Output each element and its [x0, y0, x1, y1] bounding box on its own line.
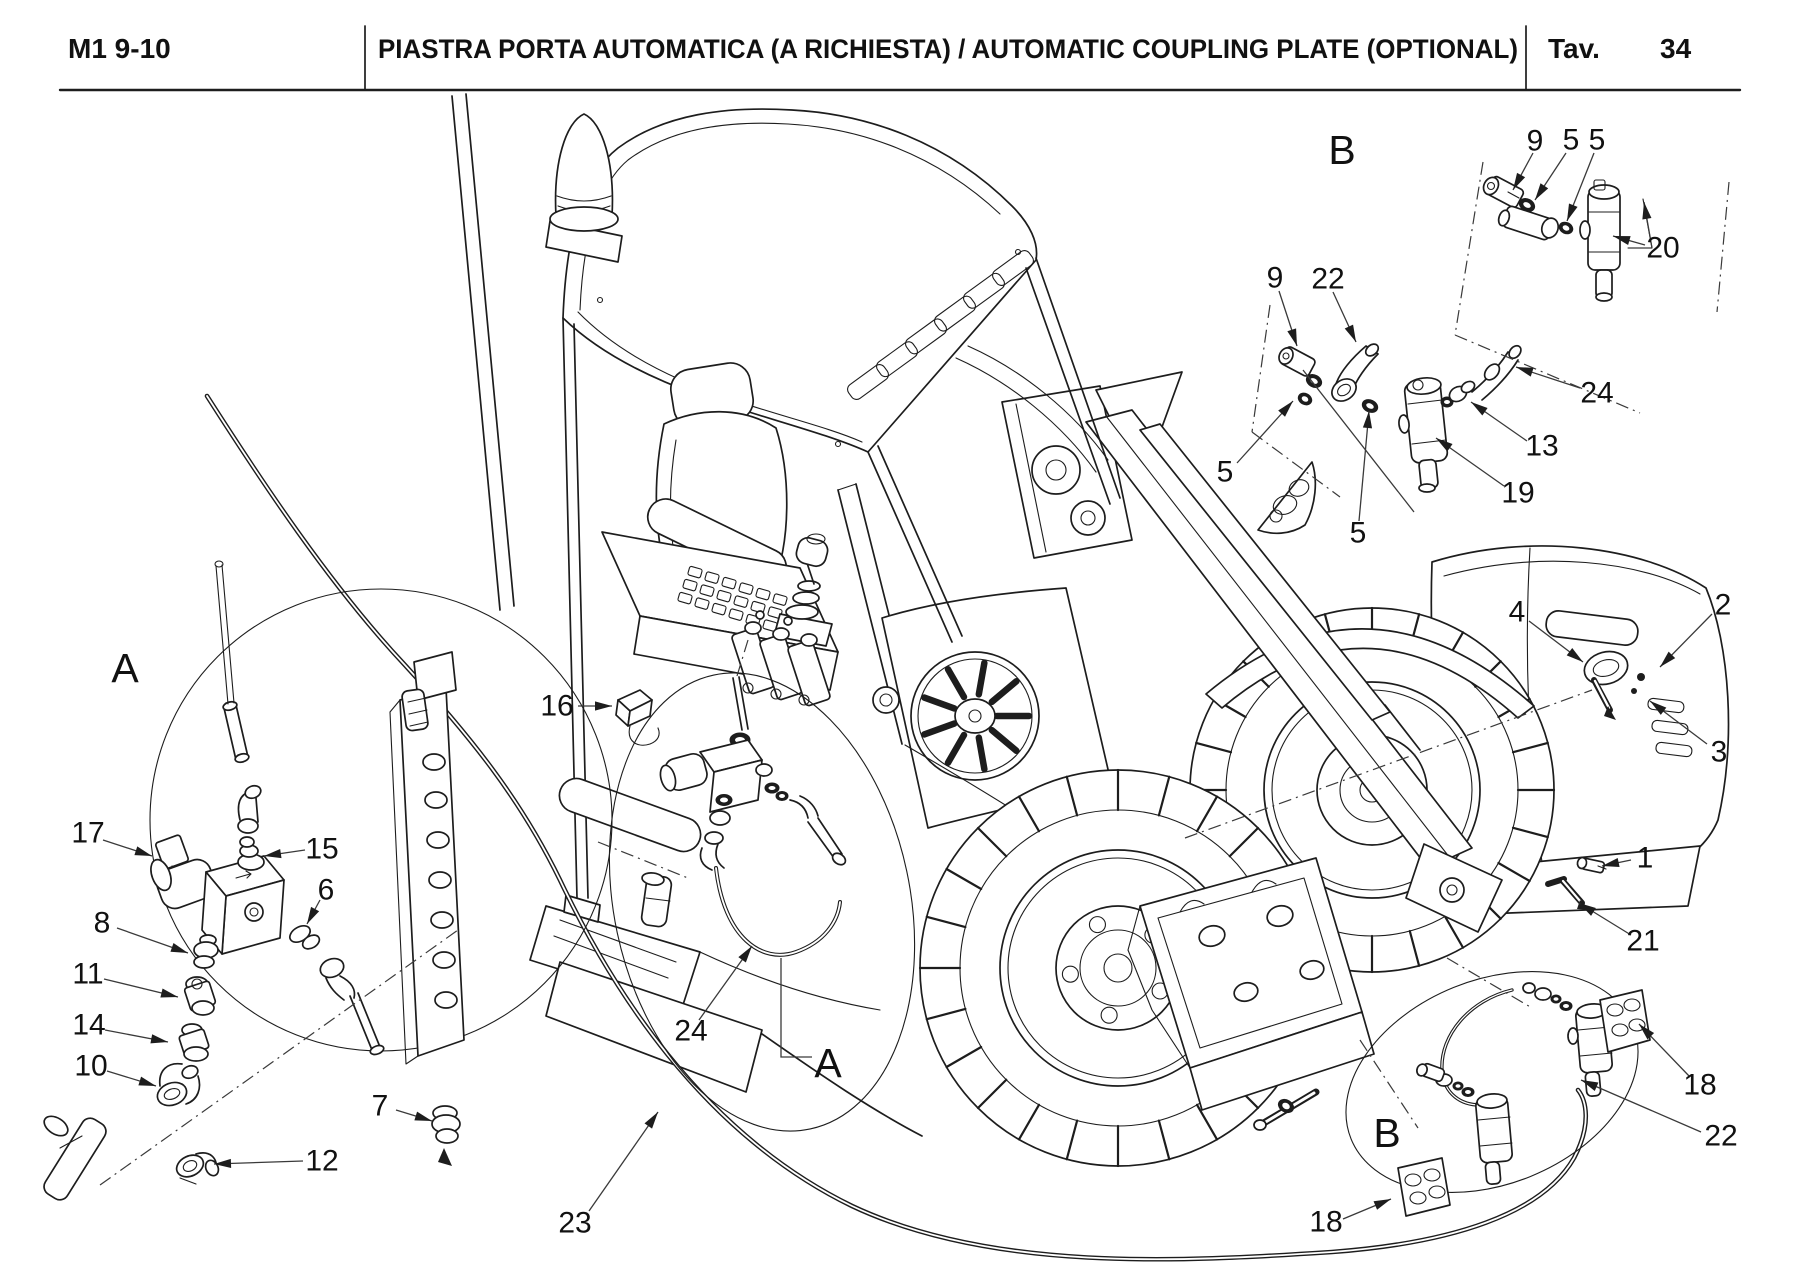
hose-24	[716, 868, 840, 955]
callout-13: 13	[1525, 429, 1559, 463]
leader-arrowhead-icon	[1639, 201, 1651, 219]
callout-6: 6	[317, 873, 335, 907]
fitting-12	[173, 1151, 221, 1184]
detail-b-boundary	[1313, 930, 1671, 1233]
leader-arrowhead-icon	[1563, 204, 1578, 223]
b-valve-lower	[1475, 1093, 1512, 1185]
callout-5: 5	[1349, 516, 1367, 550]
section-label-A: A	[111, 645, 139, 691]
leader-arrowhead-icon	[160, 989, 179, 1002]
tube-22	[1328, 342, 1381, 406]
dash-line	[1717, 182, 1729, 312]
fitting-6	[287, 922, 322, 951]
leader-line	[781, 958, 812, 1057]
cylinder-20	[1580, 180, 1620, 301]
loader-illustration	[452, 94, 1728, 1166]
mid-solenoid-valve	[658, 677, 772, 812]
callout-4: 4	[1508, 595, 1526, 629]
callout-18: 18	[1683, 1068, 1717, 1102]
callout-5: 5	[1588, 123, 1606, 157]
dash-line	[100, 930, 458, 1185]
callout-3: 3	[1710, 735, 1728, 769]
leader-arrowhead-icon	[595, 701, 612, 710]
detail-a-valve-bank	[390, 652, 464, 1064]
bolt-9-mid	[1276, 345, 1316, 377]
header	[60, 26, 1740, 90]
callout-15: 15	[305, 832, 339, 866]
leader-arrowhead-icon	[1345, 325, 1360, 344]
leader-arrowhead-icon	[1374, 1195, 1393, 1210]
callout-24: 24	[674, 1014, 708, 1048]
b-lower-fittings	[1415, 1063, 1474, 1097]
hose-24-end	[1472, 343, 1523, 400]
elbow-fitting-top	[238, 784, 263, 833]
page-title: PIASTRA PORTA AUTOMATICA (A RICHIESTA) / AUTOMATIC COUPLING PLATE (OPTIONAL)	[378, 34, 1518, 64]
callout-2: 2	[1714, 588, 1732, 622]
callout-7: 7	[371, 1089, 389, 1123]
callout-23: 23	[558, 1206, 592, 1240]
callout-11: 11	[72, 957, 104, 991]
leader-arrowhead-icon	[1468, 398, 1487, 415]
callout-17: 17	[71, 816, 105, 850]
section-label-B: B	[1328, 127, 1356, 173]
dash-line	[1455, 162, 1483, 335]
leader-arrowhead-icon	[134, 846, 153, 860]
corner-hose-end	[41, 1112, 110, 1203]
leader-line	[589, 1112, 658, 1211]
callout-19: 19	[1501, 476, 1535, 510]
callout-5: 5	[1562, 123, 1580, 157]
detail-a-boundary	[150, 589, 612, 1051]
callout-9: 9	[1526, 124, 1544, 158]
roof	[563, 109, 1037, 452]
callout-16: 16	[540, 689, 574, 723]
section-label-B: B	[1373, 1110, 1401, 1156]
leader-arrowhead-icon	[1531, 183, 1548, 202]
callout-24: 24	[1580, 376, 1614, 410]
callout-1: 1	[1636, 841, 1654, 875]
callout-12: 12	[305, 1144, 339, 1178]
callout-22: 22	[1704, 1119, 1738, 1153]
callout-9: 9	[1266, 261, 1284, 295]
callout-8: 8	[93, 906, 111, 940]
leader-arrowhead-icon	[414, 1112, 433, 1126]
leader-arrowhead-icon	[138, 1077, 157, 1091]
callout-18: 18	[1309, 1205, 1343, 1239]
mid-fittings-right	[765, 783, 848, 867]
doc-code: M1 9-10	[68, 33, 171, 64]
fitting-15	[238, 837, 264, 870]
sticker-18-lower	[1398, 1158, 1450, 1216]
sticker-18-upper	[1600, 990, 1650, 1052]
fitting-14	[179, 1024, 210, 1061]
callout-5: 5	[1216, 455, 1234, 489]
mid-standing-cylinder	[641, 872, 673, 928]
leader-line	[1303, 370, 1414, 512]
callout-10: 10	[74, 1049, 108, 1083]
leader-arrowhead-icon	[645, 1109, 662, 1128]
fitting-8	[194, 935, 218, 968]
callout-22: 22	[1311, 262, 1345, 296]
callout-21: 21	[1626, 924, 1660, 958]
section-label-A: A	[814, 1040, 842, 1086]
solenoid-valve-17	[147, 834, 284, 954]
dash-line	[1252, 305, 1270, 432]
dash-line	[1447, 958, 1532, 1008]
fitting-10	[154, 1064, 199, 1110]
plate-label: Tav.	[1548, 33, 1600, 64]
tube-up	[215, 561, 250, 764]
callout-14: 14	[72, 1008, 106, 1042]
fitting-11	[184, 977, 216, 1015]
plate-number: 34	[1660, 33, 1692, 64]
leader-arrowhead-icon	[1363, 411, 1374, 429]
leader-arrowhead-icon	[150, 1034, 168, 1046]
leader-arrowhead-icon	[303, 907, 319, 926]
beacon-icon	[546, 114, 622, 262]
cylinder-19	[1398, 376, 1448, 492]
callout-20: 20	[1646, 231, 1680, 265]
leader-arrowhead-icon	[1287, 328, 1301, 347]
fitting-7	[432, 1106, 460, 1166]
